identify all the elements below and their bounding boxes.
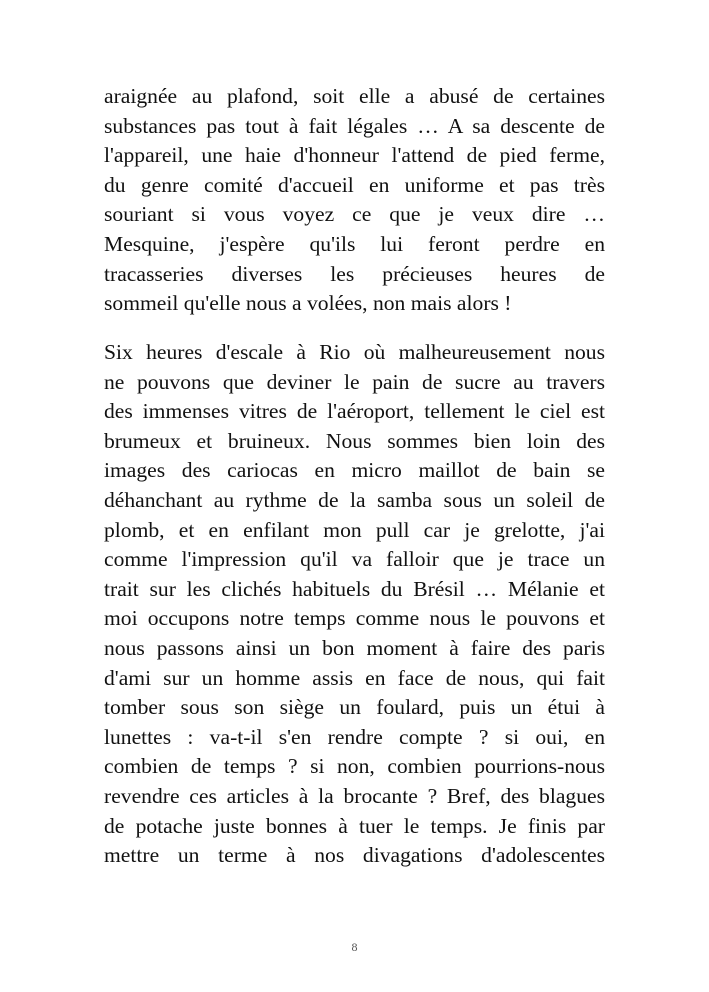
text-line: lunettes : va-t-il s'en rendre compte ? si oui, en [104,724,605,749]
text-line: substances pas tout à fait légales … A sa descente de [104,113,605,138]
text-line: sommeil qu'elle nous a volées, non mais alors ! [104,291,512,316]
text-line: nous passons ainsi un bon moment à faire des paris [104,635,605,660]
text-line: tomber sous son siège un foulard, puis un étui à [104,695,605,720]
text-line: tracasseries diverses les précieuses heures de [104,261,605,286]
text-line: comme l'impression qu'il va falloir que je trace un [104,547,605,572]
text-line: combien de temps ? si non, combien pourrions-nous [104,754,605,779]
page-number: 8 [351,940,358,954]
text-line: Mesquine, j'espère qu'ils lui feront perdre en [104,231,605,256]
text-line: des immenses vitres de l'aéroport, tellement le ciel est [104,399,605,424]
text-line: mettre un terme à nos divagations d'adolescentes [104,843,605,868]
text-line: l'appareil, une haie d'honneur l'attend de pied ferme, [104,143,605,168]
text-line: brumeux et bruineux. Nous sommes bien loin des [104,428,605,453]
text-line: images des cariocas en micro maillot de bain se [104,458,605,483]
text-line: ne pouvons que deviner le pain de sucre au travers [104,369,605,394]
text-line: souriant si vous voyez ce que je veux dire … [104,202,605,227]
text-line: de potache juste bonnes à tuer le temps. Je finis par [104,813,605,838]
paragraph-1 [104,82,605,319]
text-line: moi occupons notre temps comme nous le pouvons et [104,606,605,631]
paragraph-2 [104,338,605,871]
text-line: Six heures d'escale à Rio où malheureusement nous [104,340,605,364]
text-line: plomb, et en enfilant mon pull car je grelotte, j'ai [104,517,605,542]
text-line: araignée au plafond, soit elle a abusé de certaines [104,84,605,108]
text-line: d'ami sur un homme assis en face de nous, qui fait [104,665,605,690]
text-line: trait sur les clichés habituels du Brésil … Mélanie et [104,576,605,601]
text-line: du genre comité d'accueil en uniforme et pas très [104,172,605,197]
text-line: revendre ces articles à la brocante ? Bref, des blagues [104,783,605,808]
text-line: déhanchant au rythme de la samba sous un soleil de [104,487,605,512]
